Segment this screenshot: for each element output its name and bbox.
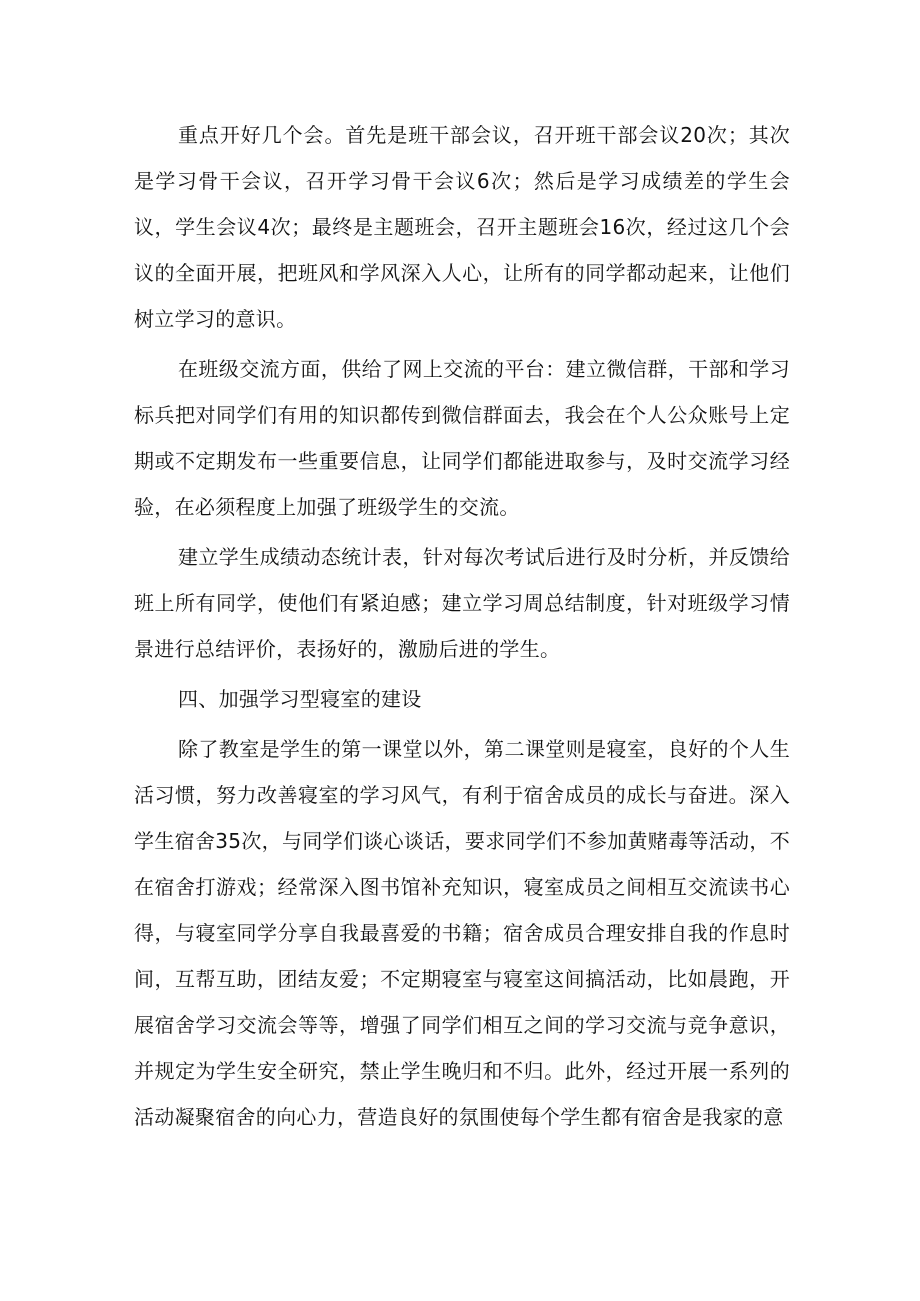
paragraph-score-statistics: 建立学生成绩动态统计表，针对每次考试后进行及时分析，并反馈给班上所有同学，使他们有紧迫感；建立学习周总结制度，针对班级学习情景进行总结评价，表扬好的，激励后进的学生。 — [134, 545, 790, 661]
paragraph-class-communication: 在班级交流方面，供给了网上交流的平台：建立微信群，干部和学习标兵把对同学们有用的知识都传到微信群面去，我会在个人公众账号上定期或不定期发布一些重要信息，让同学们都能进取参与，及时交流学习经验，在必须程度上加强了班级学生的交流。 — [134, 357, 790, 519]
paragraph-meetings: 重点开好几个会。首先是班干部会议，召开班干部会议20次；其次是学习骨干会议，召开学习骨干会议6次；然后是学习成绩差的学生会议，学生会议4次；最终是主题班会，召开主题班会16次，经过这几个会议的全面开展，把班风和学风深入人心，让所有的同学都动起来，让他们树立学习的意识。 — [134, 123, 790, 331]
section-heading: 四、加强学习型寝室的建设 — [178, 687, 422, 711]
document-body — [134, 112, 790, 1144]
paragraph-dormitory: 除了教室是学生的第一课堂以外，第二课堂则是寝室，良好的个人生活习惯，努力改善寝室的学习风气，有利于宿舍成员的成长与奋进。深入学生宿舍35次，与同学们谈心谈话，要求同学们不参加黄赌毒等活动，不在宿舍打游戏；经常深入图书馆补充知识，寝室成员之间相互交流读书心得，与寝室同学分享自我最喜爱的书籍；宿舍成员合理安排自我的作息时间，互帮互助，团结友爱；不定期寝室与寝室这间搞活动，比如晨跑，开展宿舍学习交流会等等，增强了同学们相互之间的学习交流与竞争意识，并规定为学生安全研究，禁止学生晚归和不归。此外，经过开展一系列的活动凝聚宿舍的向心力，营造良好的氛围使每个学生都有宿舍是我家的意 — [134, 737, 790, 1129]
